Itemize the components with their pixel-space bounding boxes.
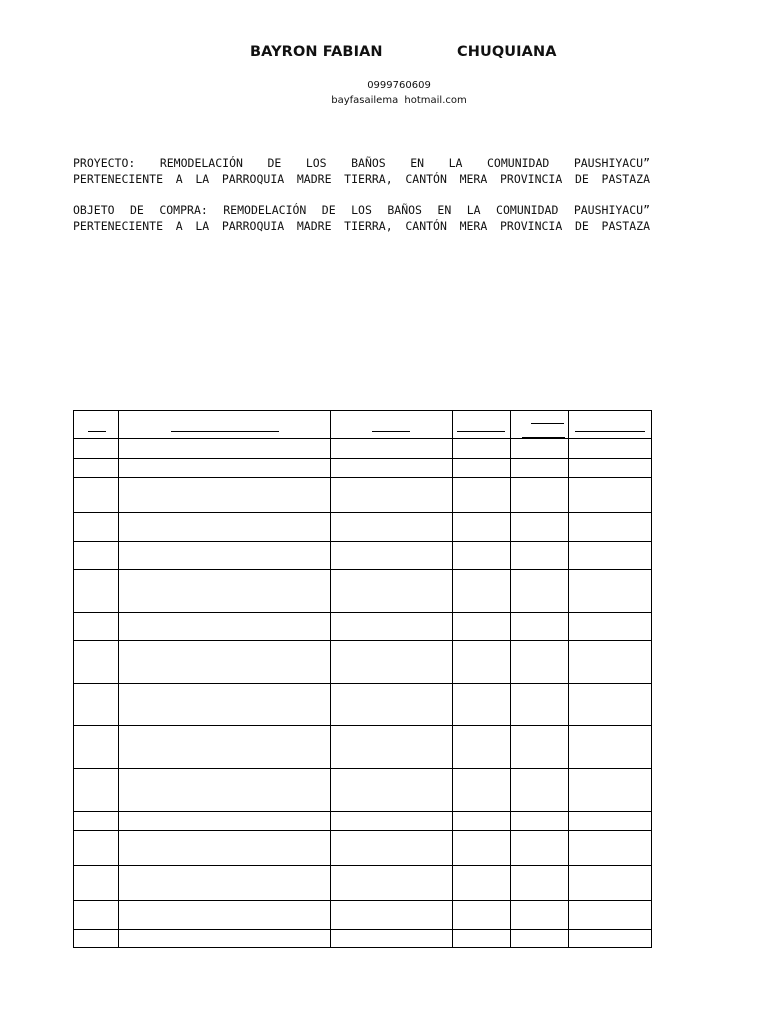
table-row: [74, 542, 652, 570]
items-table: [73, 410, 652, 948]
table-row: [74, 726, 652, 769]
table-row: [74, 613, 652, 641]
email-address: bayfasailema hotmail.com: [331, 95, 467, 106]
table-row: [74, 570, 652, 613]
header-cell-4: [453, 411, 511, 439]
table-row: [74, 930, 652, 948]
header-cell-6: [569, 411, 652, 439]
table-row: [74, 439, 652, 459]
header-cell-1: [74, 411, 119, 439]
header-cell-3: [331, 411, 453, 439]
header-cell-2: [119, 411, 331, 439]
table-row: [74, 459, 652, 478]
project-line-2: PERTENECIENTE A LA PARROQUIA MADRE TIERRA, CANTÓN MERA PROVINCIA DE PASTAZA: [73, 172, 650, 186]
table-row: [74, 866, 652, 901]
table-row: [74, 831, 652, 866]
table-row: [74, 769, 652, 812]
purchase-object-line-1: OBJETO DE COMPRA: REMODELACIÓN DE LOS BAÑOS EN LA COMUNIDAD PAUSHIYACU”: [73, 203, 650, 217]
last-name: CHUQUIANA: [457, 44, 557, 60]
table-row: [74, 478, 652, 513]
table-row: [74, 513, 652, 542]
table-row: [74, 812, 652, 831]
first-name: BAYRON FABIAN: [250, 44, 383, 60]
table-header-row: [74, 411, 652, 439]
table-row: [74, 641, 652, 684]
purchase-object-paragraph: [73, 202, 650, 234]
table-row: [74, 684, 652, 726]
project-paragraph: [73, 155, 650, 187]
table-row: [74, 901, 652, 930]
project-line-1: PROYECTO: REMODELACIÓN DE LOS BAÑOS EN LA COMUNIDAD PAUSHIYACU”: [73, 156, 650, 170]
name-header: [0, 44, 768, 64]
header-cell-5: [511, 411, 569, 439]
purchase-object-line-2: PERTENECIENTE A LA PARROQUIA MADRE TIERRA, CANTÓN MERA PROVINCIA DE PASTAZA: [73, 219, 650, 233]
phone-number: 0999760609: [367, 80, 431, 91]
